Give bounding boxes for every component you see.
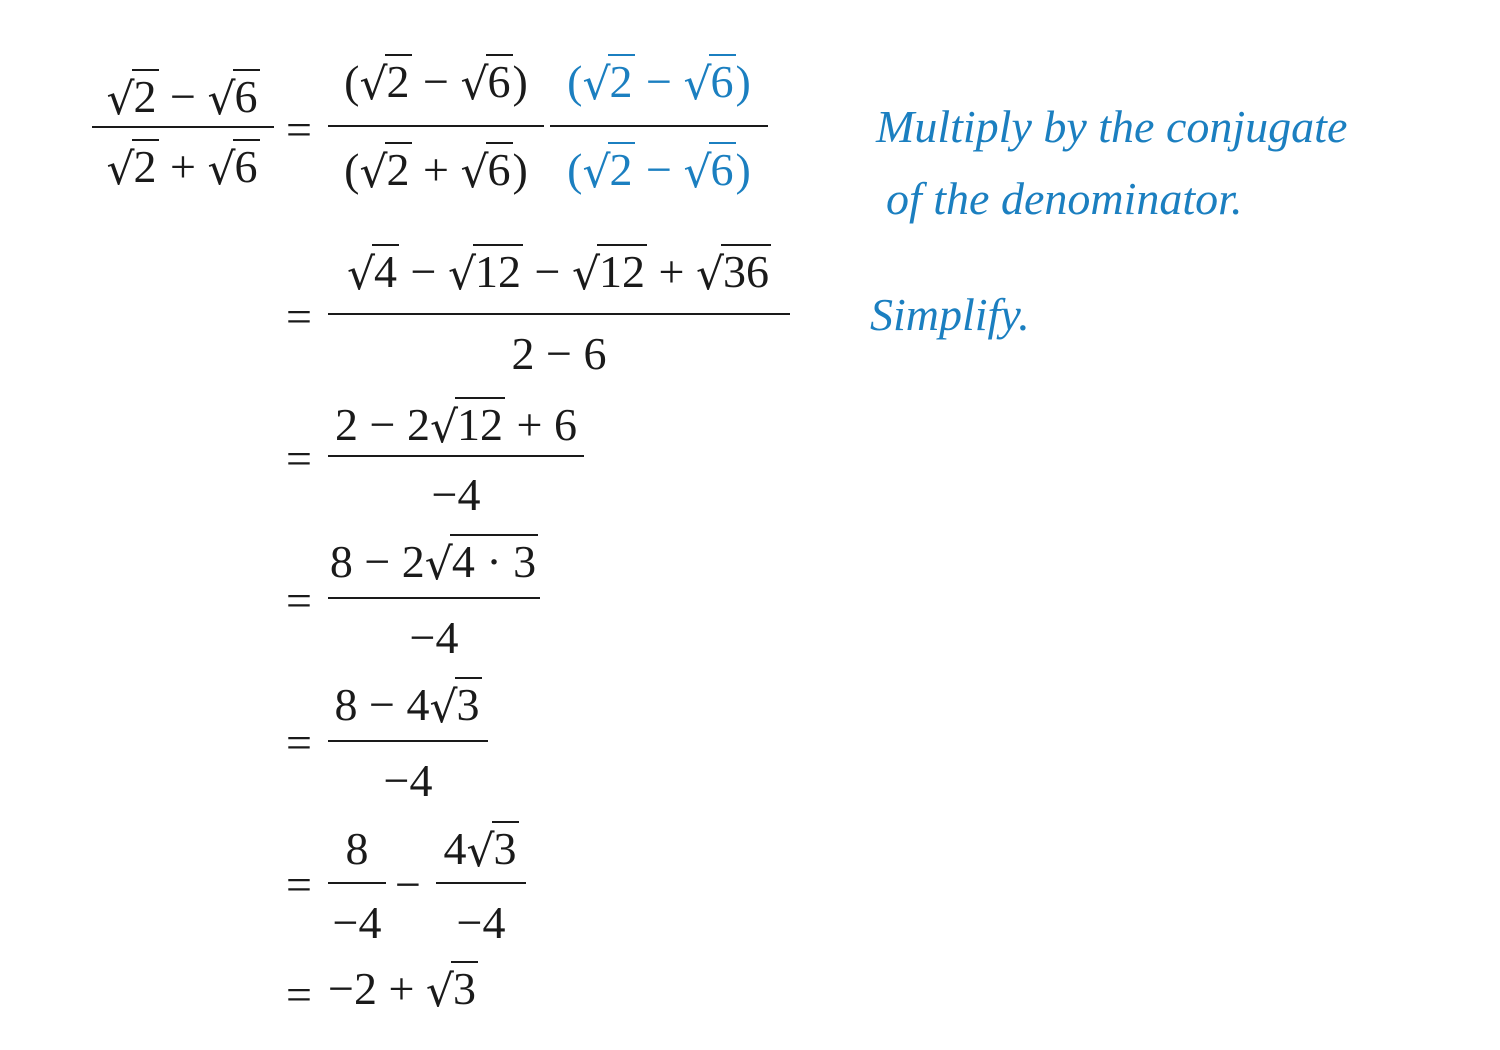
note-conjugate-line1: Multiply by the conjugate [876, 101, 1348, 152]
lhs-fraction [92, 70, 274, 195]
equals-sign: = [286, 433, 312, 484]
step4-denominator: −4 [409, 612, 459, 663]
step6a-numerator: 8 [345, 823, 369, 874]
step6b-numerator: 4√3 [443, 823, 517, 877]
step6b-denominator: −4 [456, 897, 506, 948]
step5-fraction [328, 678, 488, 806]
step6-fraction-b [436, 822, 526, 947]
original-numerator: (√2 − √6) [344, 56, 528, 110]
minus-sign: − [395, 859, 421, 910]
equals-sign: = [286, 104, 312, 155]
fraction-bar [328, 125, 544, 127]
final-result: −2 + √3 [328, 963, 476, 1017]
step4-fraction [328, 535, 540, 663]
expanded-denominator: 2 − 6 [511, 328, 607, 379]
fraction-bar [550, 125, 768, 127]
original-denominator: (√2 + √6) [344, 144, 528, 198]
expanded-fraction [328, 245, 790, 379]
expanded-numerator: √4 − √12 − √12 + √36 [346, 246, 770, 300]
step6a-denominator: −4 [332, 897, 382, 948]
fraction-bar [328, 740, 488, 742]
step3-denominator: −4 [431, 469, 481, 520]
step5-denominator: −4 [383, 755, 433, 806]
fraction-bar [92, 126, 274, 128]
conjugate-fraction [550, 55, 768, 198]
note-simplify: Simplify. [870, 289, 1030, 340]
step3-fraction [328, 398, 584, 518]
fraction-bar [328, 882, 386, 884]
original-fraction [328, 55, 544, 198]
lhs-denominator: √2 + √6 [106, 141, 258, 195]
fraction-bar [436, 882, 526, 884]
fraction-bar [328, 313, 790, 315]
note-conjugate-line2: of the denominator. [886, 173, 1243, 224]
conjugate-denominator: (√2 − √6) [567, 144, 751, 198]
equals-sign: = [286, 969, 312, 1020]
equals-sign: = [286, 291, 312, 342]
equals-sign: = [286, 717, 312, 768]
step6-fraction-a [328, 822, 386, 947]
step5-numerator: 8 − 4√3 [334, 679, 480, 733]
step4-numerator: 8 − 2√4 · 3 [329, 536, 537, 590]
fraction-bar [328, 455, 584, 457]
lhs-numerator: √2 − √6 [106, 71, 258, 125]
fraction-bar [328, 597, 540, 599]
equals-sign: = [286, 575, 312, 626]
step3-numerator: 2 − 2√12 + 6 [335, 399, 577, 453]
equals-sign: = [286, 859, 312, 910]
conjugate-numerator: (√2 − √6) [567, 56, 751, 110]
